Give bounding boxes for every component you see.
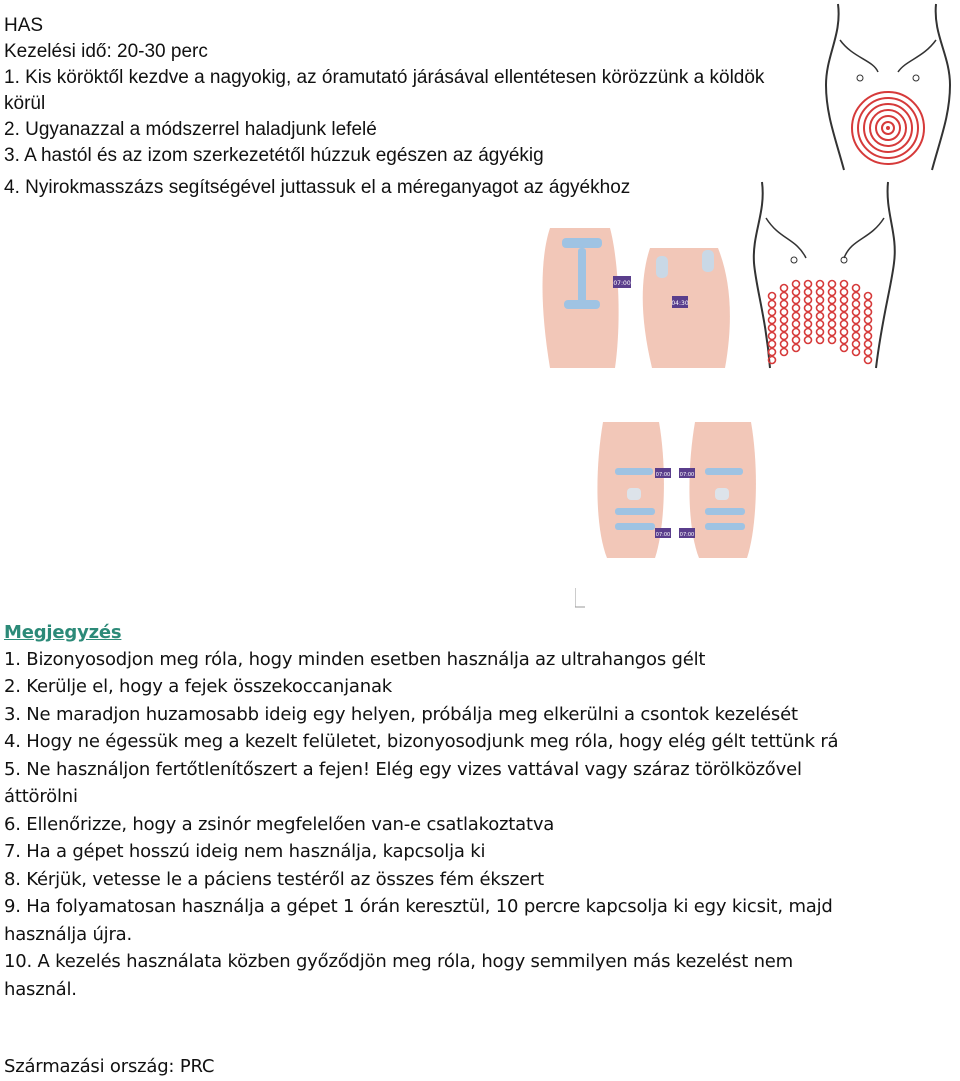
torso-spiral-illustration <box>818 0 960 175</box>
step-line: körül <box>4 93 46 114</box>
note-line: 3. Ne maradjon huzamosabb ideig egy helyen, próbálja meg elkerülni a csontok kezelését <box>4 704 798 725</box>
note-line: 8. Kérjük, vetesse le a páciens testéről az összes fém ékszert <box>4 869 544 890</box>
torso-lymph-illustration <box>748 178 898 373</box>
time-tag: 04:30 <box>671 300 689 307</box>
abdomen-treatment-photo <box>575 418 780 608</box>
upper-body-treatment-photo <box>520 218 745 376</box>
time-tag: 07:00 <box>613 280 631 287</box>
step-line: 3. A hastól és az izom szerkezetétől húzzuk egészen az ágyékig <box>4 145 544 166</box>
note-line: használja újra. <box>4 924 133 945</box>
step-line: 2. Ugyanazzal a módszerrel haladjunk lefelé <box>4 119 377 140</box>
time-tag: 07:00 <box>655 532 671 538</box>
section-title: HAS <box>4 15 44 36</box>
step-line: 1. Kis köröktől kezdve a nagyokig, az óramutató járásával ellentétesen körözzünk a köldök <box>4 67 765 88</box>
note-line: 7. Ha a gépet hosszú ideig nem használja, kapcsolja ki <box>4 841 486 862</box>
note-heading: Megjegyzés <box>4 622 122 643</box>
step-line: 4. Nyirokmasszázs segítségével juttassuk el a méreganyagot az ágyékhoz <box>4 177 631 198</box>
note-line: 6. Ellenőrizze, hogy a zsinór megfelelően van-e csatlakoztatva <box>4 814 555 835</box>
time-tag: 07:00 <box>679 472 695 478</box>
note-line: 1. Bizonyosodjon meg róla, hogy minden esetben használja az ultrahangos gélt <box>4 649 706 670</box>
note-line: használ. <box>4 979 77 1000</box>
treatment-time: Kezelési idő: 20-30 perc <box>4 41 208 62</box>
note-line: 9. Ha folyamatosan használja a gépet 1 órán keresztül, 10 percre kapcsolja ki egy kicsit, majd <box>4 896 833 917</box>
note-line: 5. Ne használjon fertőtlenítőszert a fejen! Elég egy vizes vattával vagy száraz törölközővel <box>4 759 802 780</box>
note-line: áttörölni <box>4 786 78 807</box>
time-tag: 07:00 <box>679 532 695 538</box>
origin-country: Származási ország: PRC <box>4 1056 215 1077</box>
time-tag: 07:00 <box>655 472 671 478</box>
note-line: 10. A kezelés használata közben győződjön meg róla, hogy semmilyen más kezelést nem <box>4 951 794 972</box>
note-line: 4. Hogy ne égessük meg a kezelt felületet, bizonyosodjunk meg róla, hogy elég gélt tettünk rá <box>4 731 839 752</box>
note-line: 2. Kerülje el, hogy a fejek összekoccanjanak <box>4 676 393 697</box>
